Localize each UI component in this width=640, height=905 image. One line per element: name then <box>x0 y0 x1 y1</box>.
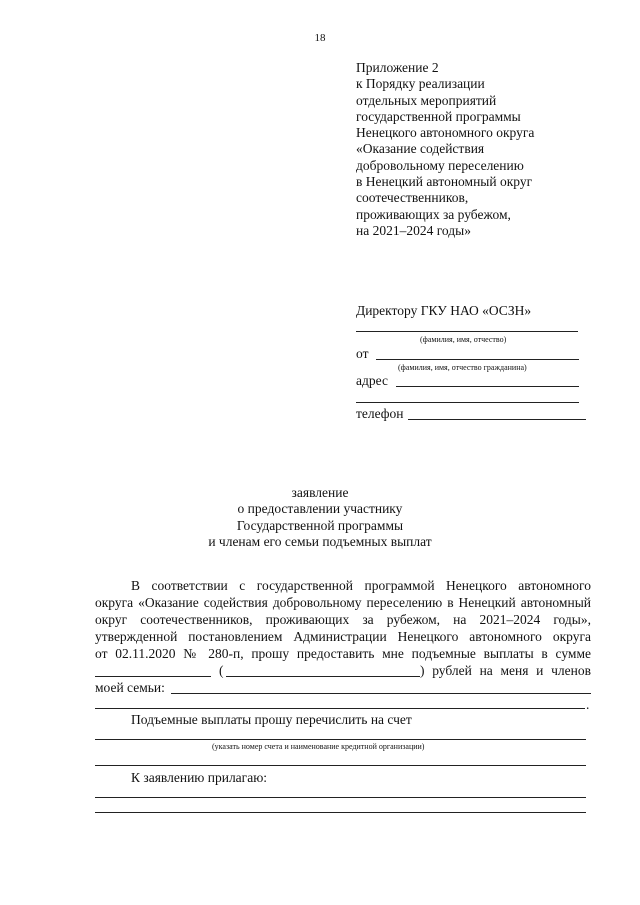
sum-open-paren: ( <box>219 663 224 678</box>
appendix-line: «Оказание содействия <box>356 141 485 157</box>
title-line: о предоставлении участнику <box>237 501 403 517</box>
family-label: моей семьи: <box>95 680 165 695</box>
attach-line-2[interactable] <box>95 812 586 813</box>
family-line-1[interactable] <box>171 693 591 694</box>
from-label: от <box>356 346 369 361</box>
appendix-line: Приложение 2 <box>356 60 439 75</box>
fio-director-line[interactable] <box>356 331 578 332</box>
appendix-line: к Порядку реализации <box>356 76 485 92</box>
appendix-line: добровольному переселению <box>356 157 524 173</box>
fio-citizen-line[interactable] <box>376 359 579 360</box>
fio-citizen-caption: (фамилия, имя, отчество гражданина) <box>398 363 527 372</box>
appendix-line: соотечественников, <box>356 190 469 206</box>
account-caption: (указать номер счета и наименование кредитной организации) <box>212 742 425 751</box>
account-line-1[interactable] <box>95 739 586 740</box>
phone-label: телефон <box>356 406 404 421</box>
attach-line-1[interactable] <box>95 797 586 798</box>
body-line: округ соотечественников, проживающих за рубежом, на 2021–2024 годы», <box>95 612 591 627</box>
body-line: от 02.11.2020 № 280-п, прошу предоставить мне подъемные выплаты в сумме <box>95 646 591 661</box>
phone-line[interactable] <box>408 419 586 420</box>
sum-tail: ) рублей на меня и членов <box>420 663 591 678</box>
appendix-block <box>356 60 534 239</box>
body-line: округа «Оказание содействия добровольному переселению в Ненецкий автономный <box>95 595 591 610</box>
appendix-line: проживающих за рубежом, <box>356 206 511 222</box>
transfer-label: Подъемные выплаты прошу перечислить на счет <box>131 712 412 727</box>
address-label: адрес <box>356 373 388 388</box>
attach-label: К заявлению прилагаю: <box>131 770 268 785</box>
appendix-line: в Ненецкий автономный округ <box>356 174 533 190</box>
appendix-line: Ненецкого автономного округа <box>356 125 535 141</box>
title-line: Государственной программы <box>236 517 404 533</box>
appendix-line: на 2021–2024 годы» <box>356 222 471 238</box>
account-line-2[interactable] <box>95 765 586 766</box>
document-title <box>0 485 640 550</box>
body-line: утвержденной постановлением Администрации Ненецкого автономного округа <box>95 629 591 644</box>
period-mark: . <box>586 697 590 712</box>
appendix-line: государственной программы <box>356 108 521 124</box>
address-line-1[interactable] <box>396 386 579 387</box>
family-line-2[interactable] <box>95 708 585 709</box>
fio-caption: (фамилия, имя, отчество) <box>420 335 507 344</box>
addressee-director: Директору ГКУ НАО «ОСЗН» <box>356 303 532 318</box>
sum-number-line[interactable] <box>95 676 211 677</box>
page-number: 18 <box>314 32 326 44</box>
appendix-line: отдельных мероприятий <box>356 92 497 108</box>
body-line: В соответствии с государственной программой Ненецкого автономного <box>131 578 591 593</box>
sum-words-line[interactable] <box>226 676 420 677</box>
title-line: заявление <box>291 485 349 500</box>
title-line: и членам его семьи подъемных выплат <box>208 533 432 549</box>
address-line-2[interactable] <box>356 402 579 403</box>
